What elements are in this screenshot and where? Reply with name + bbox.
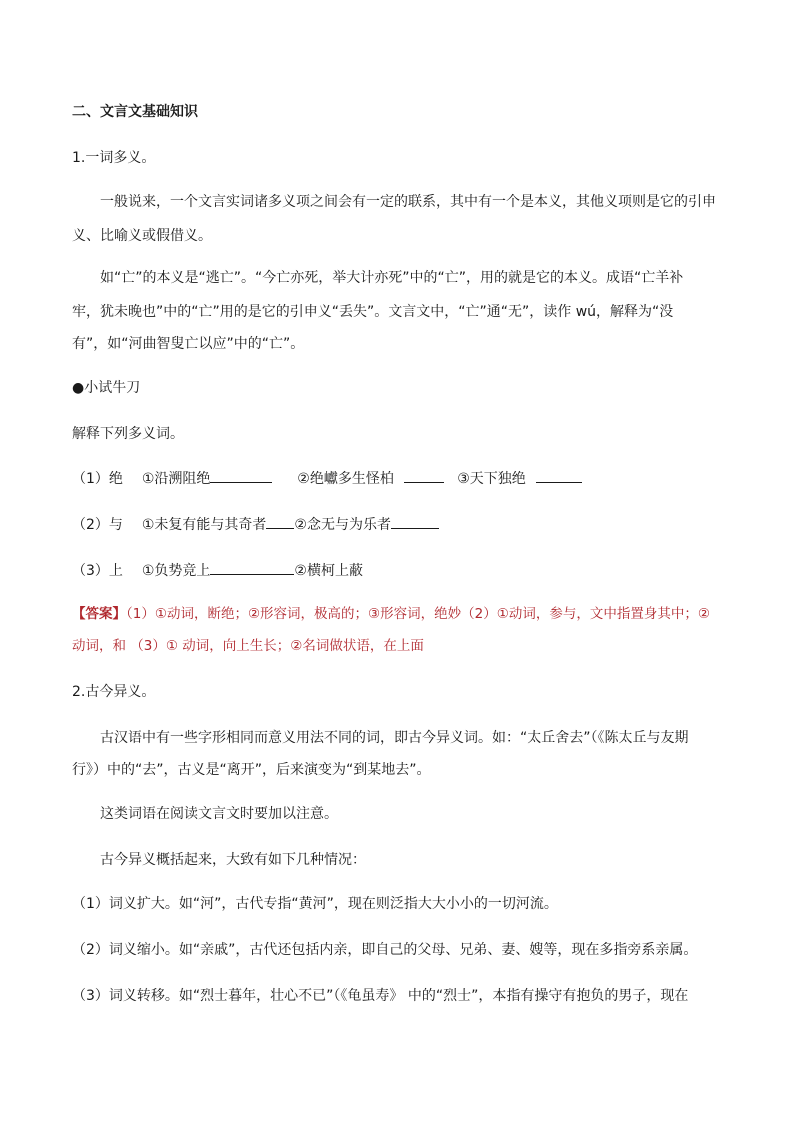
answer-line [72,604,710,624]
paragraph-line: 如“亡”的本义是“逃亡”。“今亡亦死，举大计亦死”中的“亡”，用的就是它的本义。成语“亡羊补 [100,270,684,286]
paragraph-line: 古汉语中有一些字形相同而意义用法不同的词，即古今异义词。如：“太丘舍去”（《陈太丘与友期 [100,730,689,746]
paragraph-line: 牢，犹未晚也”中的“亡”用的是它的引申义“丢失”。文言文中，“亡”通“无”，读作 wú，解释为“没 [72,304,674,320]
answer-blank[interactable] [536,468,582,483]
list-item: （2）词义缩小。如“亲戚”，古代还包括内亲，即自己的父母、兄弟、妻、嫂等，现在多指旁系亲属。 [72,942,698,958]
question-item: ②绝巘多生怪柏 [297,471,394,487]
answer-blank[interactable] [266,514,294,529]
answer-blank[interactable] [210,560,294,575]
list-item: （3）词义转移。如“烈士暮年，壮心不已”（《龟虽寿》 中的“烈士”，本指有操守有抱负的男子，现在 [72,988,689,1004]
question-item: ②横柯上蔽 [294,563,363,579]
answer-text: （1）①动词，断绝；②形容词，极高的；③形容词，绝妙（2）①动词，参与，文中指置身其中；② [126,606,710,622]
answer-line: 动词，和 （3）① 动词，向上生长；②名词做状语，在上面 [72,638,424,654]
paragraph-line: 行》）中的“去”，古义是“离开”，后来演变为“到某地去”。 [72,762,431,778]
question-item: ①未复有能与其奇者 [141,517,267,533]
section-title: 二、文言文基础知识 [72,104,198,120]
question-label: （2）与 [72,517,123,533]
question-item: ②念无与为乐者 [294,517,391,533]
paragraph-line: 这类词语在阅读文言文时要加以注意。 [100,806,338,822]
paragraph-line: 义、比喻义或假借义。 [72,228,212,244]
answer-blank[interactable] [210,468,272,483]
paragraph-line: 一般说来，一个文言实词诸多义项之间会有一定的联系，其中有一个是本义，其他义项则是它的引申 [100,194,716,210]
practice-title: ●小试牛刀 [72,380,141,396]
paragraph-line: 有”，如“河曲智叟亡以应”中的“亡”。 [72,336,305,352]
question-label: （3）上 [72,563,123,579]
practice-prompt: 解释下列多义词。 [72,426,184,442]
question-2 [72,514,439,535]
part1-heading: 1.一词多义。 [72,150,156,166]
question-1 [72,468,582,489]
answer-blank[interactable] [391,514,439,529]
part2-heading: 2.古今异义。 [72,684,156,700]
list-item: （1）词义扩大。如“河”，古代专指“黄河”，现在则泛指大大小小的一切河流。 [72,896,558,912]
answer-blank[interactable] [404,468,444,483]
question-item: ①负势竞上 [141,563,211,579]
question-item: ①沿溯阻绝 [141,471,211,487]
paragraph-line: 古今异义概括起来，大致有如下几种情况： [100,852,366,868]
answer-tag: 【答案】 [72,606,126,622]
question-label: （1）绝 [72,471,123,487]
question-item: ③天下独绝 [457,471,526,487]
question-3 [72,560,363,581]
